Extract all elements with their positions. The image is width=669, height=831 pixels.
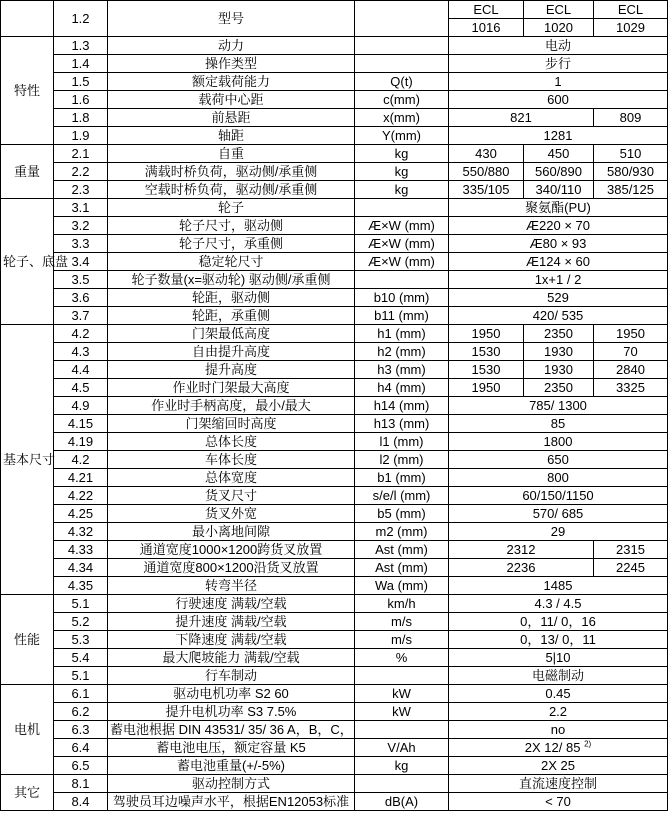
value-cell: 2312 bbox=[449, 541, 594, 559]
value-cell bbox=[449, 703, 668, 721]
unit-cell bbox=[355, 667, 449, 685]
row-number: 4.9 bbox=[54, 397, 108, 415]
table-row bbox=[1, 487, 668, 505]
unit-cell: m/s bbox=[355, 631, 449, 649]
row-number: 3.6 bbox=[54, 289, 108, 307]
value-text: 0，13/ 0，11 bbox=[520, 631, 596, 647]
row-label: 行驶速度 满载/空载 bbox=[108, 595, 355, 613]
value-cell: 2236 bbox=[449, 559, 594, 577]
value-cell bbox=[449, 55, 668, 73]
row-label: 驾驶员耳边噪声水平，根据EN12053标准 bbox=[108, 793, 355, 811]
value-cell bbox=[449, 721, 668, 739]
row-number: 5.4 bbox=[54, 649, 108, 667]
value-cell bbox=[449, 667, 668, 685]
table-row bbox=[1, 577, 668, 595]
value-cell bbox=[449, 307, 668, 325]
group-label: 轮子、底盘 bbox=[1, 199, 54, 325]
row-number: 8.1 bbox=[54, 775, 108, 793]
value-cell: 2315 bbox=[594, 541, 668, 559]
unit-cell: h2 (mm) bbox=[355, 343, 449, 361]
row-label: 最小离地间隙 bbox=[108, 523, 355, 541]
row-number: 2.2 bbox=[54, 163, 108, 181]
table-row bbox=[1, 127, 668, 145]
value-cell bbox=[449, 217, 668, 235]
row-number: 6.5 bbox=[54, 757, 108, 775]
row-label: 通道宽度800×1200沿货叉放置 bbox=[108, 559, 355, 577]
unit-cell: Y(mm) bbox=[355, 127, 449, 145]
row-number: 4.15 bbox=[54, 415, 108, 433]
table-row bbox=[1, 541, 668, 559]
table-row bbox=[1, 199, 668, 217]
row-label: 型号 bbox=[108, 1, 355, 37]
value-cell bbox=[449, 73, 668, 91]
table-row bbox=[1, 595, 668, 613]
value-cell: 1950 bbox=[449, 325, 524, 343]
row-number: 4.19 bbox=[54, 433, 108, 451]
table-row bbox=[1, 685, 668, 703]
unit-cell: kg bbox=[355, 181, 449, 199]
unit-cell bbox=[355, 37, 449, 55]
table-row bbox=[1, 55, 668, 73]
row-number: 6.3 bbox=[54, 721, 108, 739]
row-number: 4.21 bbox=[54, 469, 108, 487]
value-cell: 450 bbox=[524, 145, 594, 163]
value-text: 85 bbox=[550, 415, 566, 431]
row-number: 1.8 bbox=[54, 109, 108, 127]
model-brand: ECL bbox=[524, 1, 594, 19]
row-label: 车体长度 bbox=[108, 451, 355, 469]
unit-cell: b5 (mm) bbox=[355, 505, 449, 523]
row-number: 4.5 bbox=[54, 379, 108, 397]
row-label: 作业时门架最大高度 bbox=[108, 379, 355, 397]
value-cell bbox=[449, 577, 668, 595]
row-label: 轮子尺寸，驱动侧 bbox=[108, 217, 355, 235]
value-text: 1x+1 / 2 bbox=[534, 271, 582, 287]
row-label: 轮子数量(x=驱动轮) 驱动侧/承重侧 bbox=[108, 271, 355, 289]
row-label: 稳定轮尺寸 bbox=[108, 253, 355, 271]
row-number: 3.5 bbox=[54, 271, 108, 289]
table-row bbox=[1, 73, 668, 91]
value-cell: 580/930 bbox=[594, 163, 668, 181]
row-label: 最大爬坡能力 满载/空载 bbox=[108, 649, 355, 667]
value-text: 0.45 bbox=[545, 685, 571, 701]
value-cell bbox=[449, 433, 668, 451]
table-row bbox=[1, 703, 668, 721]
unit-cell bbox=[355, 1, 449, 37]
value-text: Æ220 × 70 bbox=[526, 217, 590, 233]
unit-cell: Æ×W (mm) bbox=[355, 235, 449, 253]
value-cell bbox=[449, 505, 668, 523]
value-cell bbox=[449, 613, 668, 631]
table-row bbox=[1, 109, 668, 127]
unit-cell: x(mm) bbox=[355, 109, 449, 127]
row-label: 蓄电池根据 DIN 43531/ 35/ 36 A，B，C， bbox=[108, 721, 355, 739]
value-cell bbox=[449, 235, 668, 253]
value-text: 785/ 1300 bbox=[529, 397, 587, 413]
group-label: 特性 bbox=[1, 37, 54, 145]
value-text: 0，11/ 0，16 bbox=[520, 613, 596, 629]
table-row bbox=[1, 559, 668, 577]
row-label: 动力 bbox=[108, 37, 355, 55]
unit-cell: dB(A) bbox=[355, 793, 449, 811]
row-label: 自重 bbox=[108, 145, 355, 163]
row-label: 作业时手柄高度，最小/最大 bbox=[108, 397, 355, 415]
value-cell: 3325 bbox=[594, 379, 668, 397]
table-row bbox=[1, 91, 668, 109]
model-brand: ECL bbox=[594, 1, 668, 19]
table-row bbox=[1, 253, 668, 271]
row-number: 4.3 bbox=[54, 343, 108, 361]
unit-cell: b10 (mm) bbox=[355, 289, 449, 307]
row-number: 4.4 bbox=[54, 361, 108, 379]
value-cell bbox=[449, 685, 668, 703]
unit-cell: h4 (mm) bbox=[355, 379, 449, 397]
value-cell bbox=[449, 631, 668, 649]
row-label: 驱动控制方式 bbox=[108, 775, 355, 793]
unit-cell: h3 (mm) bbox=[355, 361, 449, 379]
unit-cell bbox=[355, 775, 449, 793]
value-cell: 430 bbox=[449, 145, 524, 163]
row-number: 4.33 bbox=[54, 541, 108, 559]
value-cell bbox=[449, 289, 668, 307]
unit-cell: m/s bbox=[355, 613, 449, 631]
value-cell bbox=[449, 487, 668, 505]
unit-cell: kW bbox=[355, 685, 449, 703]
model-brand: ECL bbox=[449, 1, 524, 19]
group-label: 性能 bbox=[1, 595, 54, 685]
group-label: 电机 bbox=[1, 685, 54, 775]
value-text: 电动 bbox=[544, 37, 571, 53]
value-cell: 1950 bbox=[594, 325, 668, 343]
value-cell bbox=[449, 253, 668, 271]
group-label: 其它 bbox=[1, 775, 54, 811]
row-number: 5.2 bbox=[54, 613, 108, 631]
value-text: 电磁制动 bbox=[531, 667, 584, 683]
table-row bbox=[1, 379, 668, 397]
unit-cell: kW bbox=[355, 703, 449, 721]
row-label: 额定载荷能力 bbox=[108, 73, 355, 91]
value-text: 4.3 / 4.5 bbox=[534, 595, 582, 611]
value-text: 600 bbox=[547, 91, 569, 107]
row-label: 载荷中心距 bbox=[108, 91, 355, 109]
value-cell: 2350 bbox=[524, 325, 594, 343]
footnote-marker: 2) bbox=[584, 739, 592, 749]
row-number: 2.3 bbox=[54, 181, 108, 199]
value-text: 29 bbox=[550, 523, 566, 539]
value-cell: 340/110 bbox=[524, 181, 594, 199]
unit-cell: c(mm) bbox=[355, 91, 449, 109]
value-cell: 1930 bbox=[524, 343, 594, 361]
table-row bbox=[1, 217, 668, 235]
row-number: 3.2 bbox=[54, 217, 108, 235]
table-row bbox=[1, 667, 668, 685]
row-label: 轮子尺寸，承重侧 bbox=[108, 235, 355, 253]
row-label: 满载时桥负荷，驱动侧/承重侧 bbox=[108, 163, 355, 181]
value-cell: 1950 bbox=[449, 379, 524, 397]
value-cell bbox=[449, 523, 668, 541]
value-text: 800 bbox=[547, 469, 569, 485]
value-cell bbox=[449, 793, 668, 811]
table-row bbox=[1, 397, 668, 415]
unit-cell bbox=[355, 199, 449, 217]
row-number: 2.1 bbox=[54, 145, 108, 163]
row-number: 5.1 bbox=[54, 667, 108, 685]
table-row bbox=[1, 325, 668, 343]
row-label: 提升速度 满载/空载 bbox=[108, 613, 355, 631]
table-row bbox=[1, 649, 668, 667]
row-number: 1.4 bbox=[54, 55, 108, 73]
table-row bbox=[1, 361, 668, 379]
value-cell: 550/880 bbox=[449, 163, 524, 181]
unit-cell: kg bbox=[355, 145, 449, 163]
table-row bbox=[1, 739, 668, 757]
table-row bbox=[1, 433, 668, 451]
unit-cell: Ast (mm) bbox=[355, 541, 449, 559]
table-row bbox=[1, 415, 668, 433]
row-number: 4.34 bbox=[54, 559, 108, 577]
unit-cell: Wa (mm) bbox=[355, 577, 449, 595]
unit-cell: h1 (mm) bbox=[355, 325, 449, 343]
unit-cell bbox=[355, 721, 449, 739]
row-label: 总体长度 bbox=[108, 433, 355, 451]
row-label: 轮距，驱动侧 bbox=[108, 289, 355, 307]
row-number: 5.3 bbox=[54, 631, 108, 649]
row-label: 轮距，承重侧 bbox=[108, 307, 355, 325]
value-text: 聚氨酯(PU) bbox=[525, 199, 591, 215]
value-cell bbox=[449, 127, 668, 145]
table-row bbox=[1, 721, 668, 739]
unit-cell: Æ×W (mm) bbox=[355, 253, 449, 271]
unit-cell: l2 (mm) bbox=[355, 451, 449, 469]
value-cell: 2245 bbox=[594, 559, 668, 577]
value-text: 直流速度控制 bbox=[518, 775, 597, 791]
row-number: 1.5 bbox=[54, 73, 108, 91]
row-label: 蓄电池重量(+/-5%) bbox=[108, 757, 355, 775]
row-number: 8.4 bbox=[54, 793, 108, 811]
value-cell bbox=[449, 271, 668, 289]
value-text: Æ124 × 60 bbox=[526, 253, 590, 269]
row-number: 4.32 bbox=[54, 523, 108, 541]
table-row bbox=[1, 469, 668, 487]
value-text: < 70 bbox=[545, 793, 571, 809]
row-number: 4.22 bbox=[54, 487, 108, 505]
value-text: 570/ 685 bbox=[532, 505, 584, 521]
value-cell bbox=[449, 469, 668, 487]
row-number: 4.2 bbox=[54, 325, 108, 343]
unit-cell: % bbox=[355, 649, 449, 667]
value-cell bbox=[449, 199, 668, 217]
table-row bbox=[1, 631, 668, 649]
group-label: 基本尺寸 bbox=[1, 325, 54, 595]
table-row bbox=[1, 145, 668, 163]
value-text: 60/150/1150 bbox=[522, 487, 594, 503]
row-label: 空载时桥负荷，驱动侧/承重侧 bbox=[108, 181, 355, 199]
table-row bbox=[1, 289, 668, 307]
value-text: no bbox=[550, 721, 566, 737]
row-number: 1.9 bbox=[54, 127, 108, 145]
table-row bbox=[1, 451, 668, 469]
table-row bbox=[1, 505, 668, 523]
value-cell: 335/105 bbox=[449, 181, 524, 199]
value-cell: 1930 bbox=[524, 361, 594, 379]
unit-cell: Q(t) bbox=[355, 73, 449, 91]
row-label: 自由提升高度 bbox=[108, 343, 355, 361]
value-cell: 809 bbox=[594, 109, 668, 127]
table-row bbox=[1, 37, 668, 55]
table-row bbox=[1, 307, 668, 325]
table-row bbox=[1, 757, 668, 775]
model-code: 1029 bbox=[594, 19, 668, 37]
row-number: 6.2 bbox=[54, 703, 108, 721]
value-cell bbox=[449, 649, 668, 667]
unit-cell: Æ×W (mm) bbox=[355, 217, 449, 235]
row-label: 门架缩回时高度 bbox=[108, 415, 355, 433]
table-row bbox=[1, 235, 668, 253]
value-text: 1281 bbox=[543, 127, 573, 143]
value-text: 420/ 535 bbox=[532, 307, 584, 323]
row-label: 下降速度 满载/空载 bbox=[108, 631, 355, 649]
header-blank-cell bbox=[1, 1, 54, 37]
unit-cell: V/Ah bbox=[355, 739, 449, 757]
value-cell bbox=[449, 757, 668, 775]
row-number: 4.25 bbox=[54, 505, 108, 523]
row-number: 1.3 bbox=[54, 37, 108, 55]
group-label: 重量 bbox=[1, 145, 54, 199]
row-label: 货叉外宽 bbox=[108, 505, 355, 523]
row-number: 3.4 bbox=[54, 253, 108, 271]
value-text: 2X 12/ 85 bbox=[524, 739, 581, 755]
row-number: 4.35 bbox=[54, 577, 108, 595]
value-text: 1485 bbox=[543, 577, 573, 593]
row-number: 6.4 bbox=[54, 739, 108, 757]
row-label: 提升电机功率 S3 7.5% bbox=[108, 703, 355, 721]
value-text: 5|10 bbox=[545, 649, 571, 665]
value-cell: 560/890 bbox=[524, 163, 594, 181]
unit-cell: b11 (mm) bbox=[355, 307, 449, 325]
row-label: 前悬距 bbox=[108, 109, 355, 127]
table-row bbox=[1, 775, 668, 793]
unit-cell: h14 (mm) bbox=[355, 397, 449, 415]
unit-cell: h13 (mm) bbox=[355, 415, 449, 433]
row-label: 轴距 bbox=[108, 127, 355, 145]
value-cell: 70 bbox=[594, 343, 668, 361]
row-label: 通道宽度1000×1200跨货叉放置 bbox=[108, 541, 355, 559]
unit-cell: b1 (mm) bbox=[355, 469, 449, 487]
value-cell: 1530 bbox=[449, 343, 524, 361]
row-label: 货叉尺寸 bbox=[108, 487, 355, 505]
row-number: 3.3 bbox=[54, 235, 108, 253]
value-cell bbox=[449, 397, 668, 415]
row-label: 提升高度 bbox=[108, 361, 355, 379]
value-cell: 1530 bbox=[449, 361, 524, 379]
value-cell bbox=[449, 415, 668, 433]
table-row bbox=[1, 523, 668, 541]
unit-cell: kg bbox=[355, 757, 449, 775]
unit-cell bbox=[355, 271, 449, 289]
value-text: 650 bbox=[547, 451, 569, 467]
unit-cell: Ast (mm) bbox=[355, 559, 449, 577]
row-label: 轮子 bbox=[108, 199, 355, 217]
value-cell: 510 bbox=[594, 145, 668, 163]
row-number: 5.1 bbox=[54, 595, 108, 613]
table-row bbox=[1, 793, 668, 811]
unit-cell: kg bbox=[355, 163, 449, 181]
row-label: 操作类型 bbox=[108, 55, 355, 73]
value-text: Æ80 × 93 bbox=[529, 235, 587, 251]
value-cell: 2350 bbox=[524, 379, 594, 397]
value-cell bbox=[449, 451, 668, 469]
value-cell: 821 bbox=[449, 109, 594, 127]
value-cell bbox=[449, 595, 668, 613]
table-row bbox=[1, 271, 668, 289]
value-text: 2X 25 bbox=[541, 757, 575, 773]
row-number: 6.1 bbox=[54, 685, 108, 703]
unit-cell: m2 (mm) bbox=[355, 523, 449, 541]
value-cell bbox=[449, 739, 668, 757]
row-label: 转弯半径 bbox=[108, 577, 355, 595]
table-row bbox=[1, 613, 668, 631]
table-row bbox=[1, 343, 668, 361]
unit-cell: l1 (mm) bbox=[355, 433, 449, 451]
value-cell bbox=[449, 775, 668, 793]
unit-cell: km/h bbox=[355, 595, 449, 613]
row-number: 1.2 bbox=[54, 1, 108, 37]
row-number: 3.7 bbox=[54, 307, 108, 325]
unit-cell: s/e/l (mm) bbox=[355, 487, 449, 505]
row-number: 4.2 bbox=[54, 451, 108, 469]
value-text: 1 bbox=[554, 73, 562, 89]
row-label: 门架最低高度 bbox=[108, 325, 355, 343]
header-row-brand bbox=[1, 1, 668, 19]
row-label: 总体宽度 bbox=[108, 469, 355, 487]
value-cell bbox=[449, 91, 668, 109]
value-text: 步行 bbox=[544, 55, 571, 71]
model-code: 1016 bbox=[449, 19, 524, 37]
row-label: 行车制动 bbox=[108, 667, 355, 685]
value-text: 529 bbox=[547, 289, 569, 305]
row-label: 蓄电池电压，额定容量 K5 bbox=[108, 739, 355, 757]
table-row bbox=[1, 181, 668, 199]
unit-cell bbox=[355, 55, 449, 73]
row-number: 3.1 bbox=[54, 199, 108, 217]
row-number: 1.6 bbox=[54, 91, 108, 109]
value-text: 2.2 bbox=[548, 703, 568, 719]
value-cell: 2840 bbox=[594, 361, 668, 379]
model-code: 1020 bbox=[524, 19, 594, 37]
value-cell bbox=[449, 37, 668, 55]
value-cell: 385/125 bbox=[594, 181, 668, 199]
row-label: 驱动电机功率 S2 60 bbox=[108, 685, 355, 703]
value-text: 1800 bbox=[543, 433, 573, 449]
table-row bbox=[1, 163, 668, 181]
